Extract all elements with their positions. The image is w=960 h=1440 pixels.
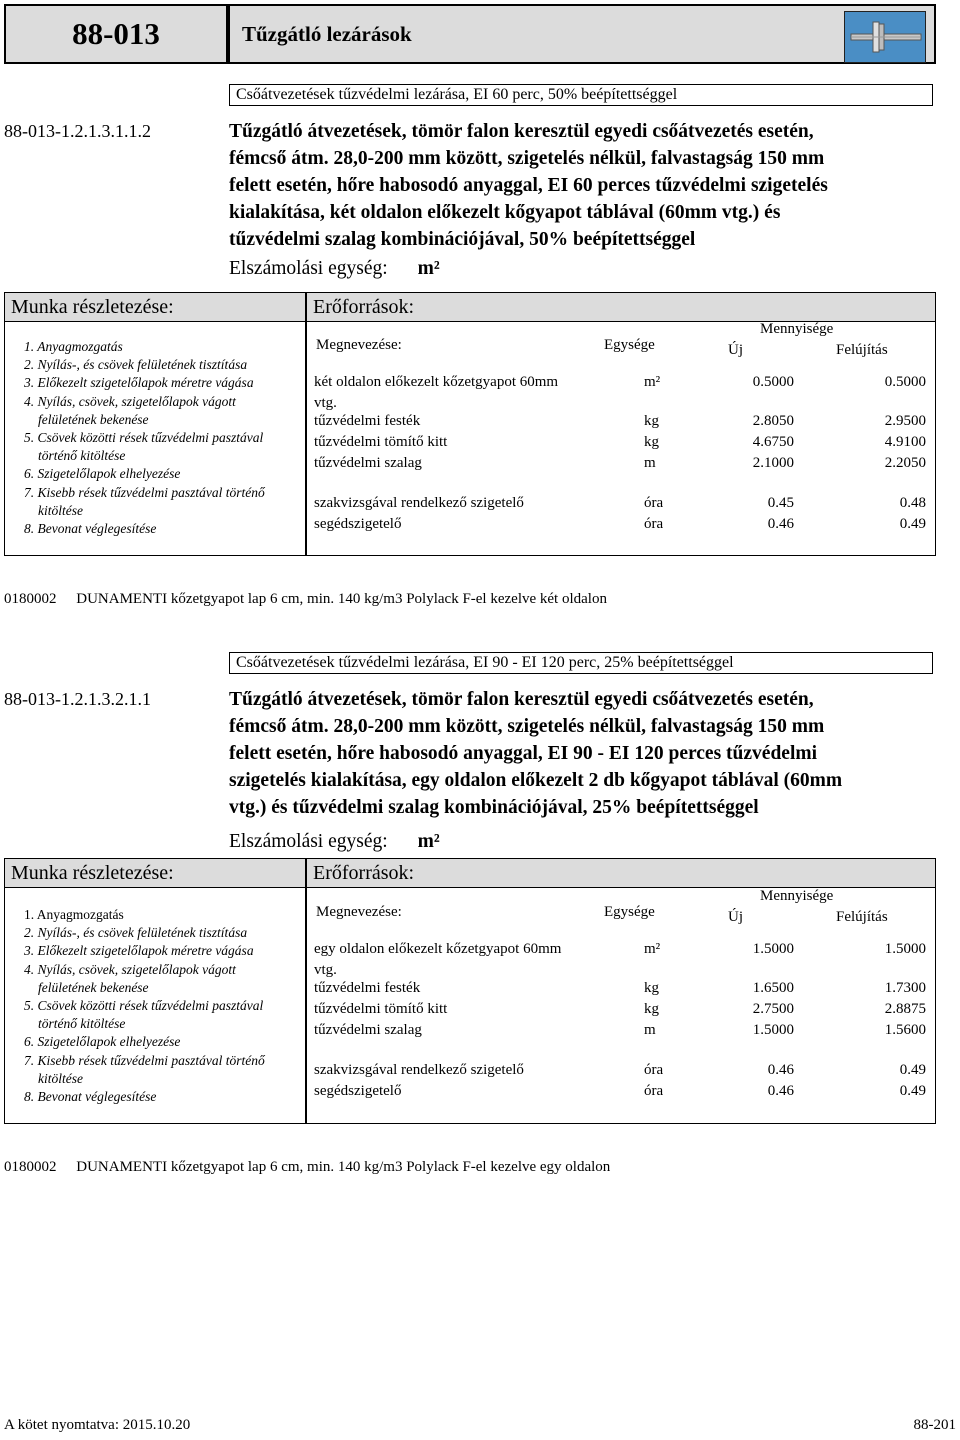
work-steps-list bbox=[24, 906, 304, 1106]
pipe-sleeve-icon bbox=[844, 11, 926, 63]
col-unit-header: Egysége bbox=[604, 904, 655, 920]
material-code: 0180002 bbox=[4, 591, 57, 607]
col-new-header: Új bbox=[728, 909, 743, 925]
col-name-header: Megnevezése: bbox=[316, 337, 402, 353]
item-code: 88-013-1.2.1.3.1.1.2 bbox=[4, 121, 151, 141]
resource-new-qty: 0.46 bbox=[767, 1083, 794, 1099]
resource-name-continuation: vtg. bbox=[314, 395, 337, 411]
billing-unit-label: Elszámolási egység: bbox=[229, 831, 388, 852]
work-step: 1. Anyagmozgatás bbox=[24, 907, 124, 922]
work-step: 5. Csövek közötti rések tűzvédelmi pasztával bbox=[24, 430, 264, 446]
resource-renovation-qty: 1.5000 bbox=[884, 941, 926, 957]
resource-name: tűzvédelmi festék bbox=[314, 980, 421, 996]
chapter-title: Tűzgátló lezárások bbox=[242, 21, 412, 46]
resource-name: szakvizsgával rendelkező szigetelő bbox=[314, 1062, 524, 1078]
col-new-header: Új bbox=[728, 342, 743, 358]
billing-unit-value: m² bbox=[417, 831, 440, 852]
item-title-line: fémcső átm. 28,0-200 mm között, szigetelés nélkül, falvastagság 150 mm bbox=[229, 148, 825, 169]
resource-renovation-qty: 0.48 bbox=[899, 495, 926, 511]
resource-unit: m bbox=[644, 1022, 656, 1038]
resource-name: segédszigetelő bbox=[314, 516, 402, 532]
resource-new-qty: 2.8050 bbox=[752, 413, 794, 429]
material-description: DUNAMENTI kőzetgyapot lap 6 cm, min. 140 kg/m3 Polylack F-el kezelve egy oldalon bbox=[76, 1159, 611, 1175]
resource-row bbox=[314, 493, 934, 514]
resource-unit: kg bbox=[644, 413, 659, 429]
col-quantity-header: Mennyisége bbox=[760, 321, 834, 337]
resource-row bbox=[314, 372, 934, 414]
col-name-header: Megnevezése: bbox=[316, 904, 402, 920]
work-step-continuation: felületének bekenése bbox=[38, 979, 149, 995]
resource-new-qty: 0.5000 bbox=[752, 374, 794, 390]
resource-name: tűzvédelmi szalag bbox=[314, 455, 422, 471]
work-step: 1. Anyagmozgatás bbox=[24, 339, 123, 354]
resource-new-qty: 0.45 bbox=[767, 495, 794, 511]
work-step: 7. Kisebb rések tűzvédelmi pasztával történő bbox=[24, 1052, 265, 1068]
item-title-line: szigetelés kialakítása, egy oldalon előkezelt 2 db kőgyapot táblával (60mm bbox=[229, 770, 843, 791]
work-step-continuation: kitöltése bbox=[38, 1070, 83, 1086]
resource-name: szakvizsgával rendelkező szigetelő bbox=[314, 495, 524, 511]
resource-renovation-qty: 2.2050 bbox=[884, 455, 926, 471]
resource-row bbox=[314, 432, 934, 453]
print-date: A kötet nyomtatva: 2015.10.20 bbox=[4, 1417, 191, 1433]
resource-unit: óra bbox=[644, 495, 664, 511]
work-step-continuation: történő kitöltése bbox=[38, 1016, 126, 1032]
work-step: 4. Nyílás, csövek, szigetelőlapok vágott bbox=[24, 393, 236, 409]
item-title-line: felett esetén, hőre habosodó anyaggal, EI 60 perces tűzvédelmi szigetelés bbox=[229, 175, 828, 196]
work-step: 2. Nyílás-, és csövek felületének tisztítása bbox=[24, 357, 248, 373]
item-title-line: fémcső átm. 28,0-200 mm között, szigetelés nélkül, falvastagság 150 mm bbox=[229, 716, 825, 737]
resource-unit: m bbox=[644, 455, 656, 471]
resource-new-qty: 2.1000 bbox=[752, 455, 794, 471]
billing-unit-value: m² bbox=[417, 258, 440, 279]
work-step: 6. Szigetelőlapok elhelyezése bbox=[24, 1034, 181, 1050]
resource-unit: kg bbox=[644, 1001, 659, 1017]
work-step-continuation: felületének bekenése bbox=[38, 411, 149, 427]
resource-row bbox=[314, 1081, 934, 1102]
resource-renovation-qty: 1.5600 bbox=[884, 1022, 926, 1038]
resource-name-continuation: vtg. bbox=[314, 962, 337, 978]
work-details-header: Munka részletezése: bbox=[4, 858, 306, 888]
resource-name: tűzvédelmi festék bbox=[314, 413, 421, 429]
resource-unit: kg bbox=[644, 980, 659, 996]
resource-name: tűzvédelmi tömítő kitt bbox=[314, 434, 448, 450]
resource-name: egy oldalon előkezelt kőzetgyapot 60mm bbox=[314, 941, 562, 957]
billing-unit-label: Elszámolási egység: bbox=[229, 258, 388, 279]
resource-renovation-qty: 2.8875 bbox=[884, 1001, 926, 1017]
resource-unit: m² bbox=[644, 941, 661, 957]
resource-unit: m² bbox=[644, 374, 661, 390]
item-title bbox=[229, 118, 949, 253]
work-step: 8. Bevonat véglegesítése bbox=[24, 521, 157, 537]
resource-new-qty: 0.46 bbox=[767, 516, 794, 532]
work-step: 2. Nyílás-, és csövek felületének tisztítása bbox=[24, 925, 248, 941]
resource-name: két oldalon előkezelt kőzetgyapot 60mm bbox=[314, 374, 559, 390]
resource-new-qty: 1.6500 bbox=[752, 980, 794, 996]
item-title-line: vtg.) és tűzvédelmi szalag kombinációjával, 25% beépítettséggel bbox=[229, 797, 759, 818]
resource-row bbox=[314, 978, 934, 999]
resource-name: tűzvédelmi tömítő kitt bbox=[314, 1001, 448, 1017]
resource-row bbox=[314, 1060, 934, 1081]
resource-renovation-qty: 0.5000 bbox=[884, 374, 926, 390]
work-step: 7. Kisebb rések tűzvédelmi pasztával történő bbox=[24, 484, 265, 500]
col-unit-header: Egysége bbox=[604, 337, 655, 353]
chapter-code: 88-013 bbox=[4, 4, 228, 64]
work-step-continuation: történő kitöltése bbox=[38, 448, 126, 464]
work-step: 3. Előkezelt szigetelőlapok méretre vágása bbox=[24, 943, 254, 959]
item-title-line: kialakítása, két oldalon előkezelt kőgyapot táblával (60mm vtg.) és bbox=[229, 202, 781, 223]
item-title bbox=[229, 686, 949, 821]
billing-unit bbox=[229, 831, 440, 853]
material-note bbox=[4, 591, 607, 608]
resource-name: tűzvédelmi szalag bbox=[314, 1022, 422, 1038]
work-steps-list bbox=[24, 338, 304, 538]
material-note bbox=[4, 1159, 610, 1176]
resource-renovation-qty: 4.9100 bbox=[884, 434, 926, 450]
resource-new-qty: 4.6750 bbox=[752, 434, 794, 450]
work-step: 6. Szigetelőlapok elhelyezése bbox=[24, 466, 181, 482]
material-description: DUNAMENTI kőzetgyapot lap 6 cm, min. 140 kg/m3 Polylack F-el kezelve két oldalon bbox=[76, 591, 607, 607]
chapter-title-bar bbox=[228, 4, 936, 64]
work-step-continuation: kitöltése bbox=[38, 502, 83, 518]
work-step: 3. Előkezelt szigetelőlapok méretre vágása bbox=[24, 375, 254, 391]
resource-row bbox=[314, 1020, 934, 1041]
item-code: 88-013-1.2.1.3.2.1.1 bbox=[4, 689, 151, 709]
resource-table bbox=[314, 372, 934, 542]
work-step: 5. Csövek közötti rések tűzvédelmi pasztával bbox=[24, 998, 264, 1014]
resources-header: Erőforrások: bbox=[306, 858, 936, 888]
resource-new-qty: 1.5000 bbox=[752, 1022, 794, 1038]
resources-header: Erőforrások: bbox=[306, 292, 936, 322]
billing-unit bbox=[229, 258, 440, 280]
item-title-line: felett esetén, hőre habosodó anyaggal, EI 90 - EI 120 perces tűzvédelmi bbox=[229, 743, 818, 764]
resource-name: segédszigetelő bbox=[314, 1083, 402, 1099]
resource-unit: óra bbox=[644, 1062, 664, 1078]
resource-new-qty: 0.46 bbox=[767, 1062, 794, 1078]
resource-unit: óra bbox=[644, 516, 664, 532]
col-renovation-header: Felújítás bbox=[836, 342, 888, 358]
resource-row bbox=[314, 514, 934, 535]
col-renovation-header: Felújítás bbox=[836, 909, 888, 925]
resource-renovation-qty: 0.49 bbox=[899, 1062, 926, 1078]
resource-renovation-qty: 0.49 bbox=[899, 1083, 926, 1099]
resource-renovation-qty: 2.9500 bbox=[884, 413, 926, 429]
material-code: 0180002 bbox=[4, 1159, 57, 1175]
resource-row bbox=[314, 939, 934, 981]
work-step: 4. Nyílás, csövek, szigetelőlapok vágott bbox=[24, 961, 236, 977]
category-box: Csőátvezetések tűzvédelmi lezárása, EI 60 perc, 50% beépítettséggel bbox=[229, 84, 933, 106]
resource-new-qty: 1.5000 bbox=[752, 941, 794, 957]
resource-row bbox=[314, 453, 934, 474]
resource-row bbox=[314, 411, 934, 432]
item-title-line: tűzvédelmi szalag kombinációjával, 50% beépítettséggel bbox=[229, 229, 696, 250]
resource-row bbox=[314, 999, 934, 1020]
resource-unit: kg bbox=[644, 434, 659, 450]
resource-table bbox=[314, 939, 934, 1109]
col-quantity-header: Mennyisége bbox=[760, 888, 834, 904]
work-details-header: Munka részletezése: bbox=[4, 292, 306, 322]
item-title-line: Tűzgátló átvezetések, tömör falon keresztül egyedi csőátvezetés esetén, bbox=[229, 121, 814, 142]
resource-renovation-qty: 0.49 bbox=[899, 516, 926, 532]
item-title-line: Tűzgátló átvezetések, tömör falon keresztül egyedi csőátvezetés esetén, bbox=[229, 689, 814, 710]
page-number: 88-201 bbox=[913, 1417, 956, 1433]
resource-new-qty: 2.7500 bbox=[752, 1001, 794, 1017]
resource-unit: óra bbox=[644, 1083, 664, 1099]
category-box: Csőátvezetések tűzvédelmi lezárása, EI 90 - EI 120 perc, 25% beépítettséggel bbox=[229, 652, 933, 674]
resource-renovation-qty: 1.7300 bbox=[884, 980, 926, 996]
work-step: 8. Bevonat véglegesítése bbox=[24, 1089, 157, 1105]
